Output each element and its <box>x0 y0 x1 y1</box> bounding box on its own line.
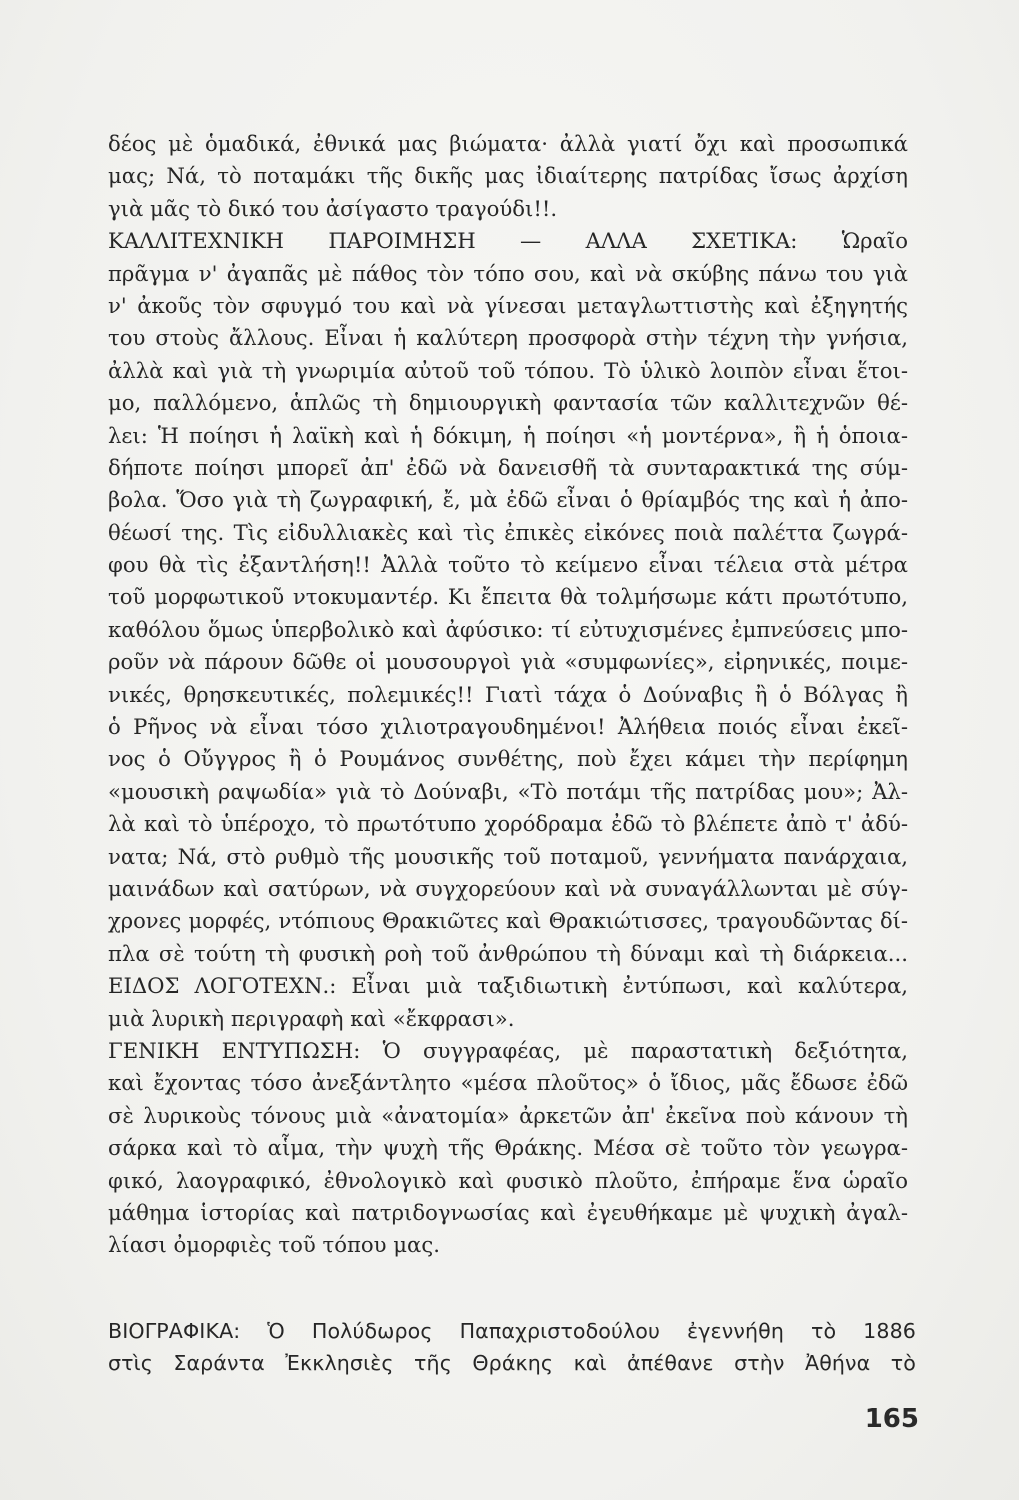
text-line: μάθημα ἱστορίας καὶ πατριδογνωσίας καὶ ἐγευθήκαμε μὲ ψυχικὴ ἀγαλ- <box>108 1199 908 1225</box>
text-line: ν' ἀκοῦς τὸν σφυγμό του καὶ νὰ γίνεσαι μεταγλωττιστὴς καὶ ἐξηγητής <box>108 292 908 318</box>
text-line: θέωσί της. Τὶς εἰδυλλιακὲς καὶ τὶς ἐπικὲς εἰκόνες ποιὰ παλέττα ζωγρά- <box>108 519 908 545</box>
text-line: «μουσικὴ ραψωδία» γιὰ τὸ Δούναβι, «Τὸ ποτάμι τῆς πατρίδας μου»; Ἀλ- <box>108 778 908 804</box>
text-line: νος ὁ Οὔγγρος ἢ ὁ Ρουμάνος συνθέτης, ποὺ ἔχει κάμει τὴν περίφημη <box>108 746 908 772</box>
text-line: χρονες μορφές, ντόπιους Θρακιῶτες καὶ Θρακιώτισσες, τραγουδῶντας δί- <box>108 908 908 934</box>
section-heading-artistic-adaptation: ΚΑΛΛΙΤΕΧΝΙΚΗ ΠΑΡΟΙΜΗΣΗ — ΑΛΛΑ ΣΧΕΤΙΚΑ: Ὡραῖο <box>108 228 908 254</box>
text-line: βολα. Ὅσο γιὰ τὴ ζωγραφική, ἔ, μὰ ἐδῶ εἶναι ὁ θρίαμβός της καὶ ἡ ἀπο- <box>108 487 908 513</box>
text-line: ροῦν νὰ πάρουν δῶθε οἱ μουσουργοὶ γιὰ «συμφωνίες», εἰρηνικές, ποιμε- <box>108 649 908 675</box>
section-heading-general-impression: ΓΕΝΙΚΗ ΕΝΤΥΠΩΣΗ: Ὁ συγγραφέας, μὲ παραστατικὴ δεξιότητα, <box>108 1037 908 1063</box>
biography-block <box>108 1315 916 1379</box>
section-heading-literary-genre: ΕΙΔΟΣ ΛΟΓΟΤΕΧΝ.: Εἶναι μιὰ ταξιδιωτικὴ ἐντύπωσι, καὶ καλύτερα, <box>108 973 908 999</box>
text-line: μαινάδων καὶ σατύρων, νὰ συγχορεύουν καὶ νὰ συναγάλλωνται μὲ σύγ- <box>108 875 908 901</box>
text-line: σάρκα καὶ τὸ αἷμα, τὴν ψυχὴ τῆς Θράκης. Μέσα σὲ τοῦτο τὸν γεωγρα- <box>108 1135 908 1161</box>
text-line: λὰ καὶ τὸ ὑπέροχο, τὸ πρωτότυπο χορόδραμα ἐδῶ τὸ βλέπετε ἀπὸ τ' ἀδύ- <box>108 811 908 837</box>
text-line: τοῦ μορφωτικοῦ ντοκυμαντέρ. Κι ἔπειτα θὰ τολμήσωμε κάτι πρωτότυπο, <box>108 584 908 610</box>
text-line: καὶ ἔχοντας τόσο ἀνεξάντλητο «μέσα πλοῦτος» ὁ ἴδιος, μᾶς ἔδωσε ἐδῶ <box>108 1070 908 1096</box>
biography-line: στὶς Σαράντα Ἐκκλησιὲς τῆς Θράκης καὶ ἀπέθανε στὴν Ἀθήνα τὸ <box>108 1351 916 1375</box>
text-line: μας; Νά, τὸ ποταμάκι τῆς δικῆς μας ἰδιαίτερης πατρίδας ἴσως ἀρχίση <box>108 163 908 189</box>
text-line: πλα σὲ τούτη τὴ φυσικὴ ροὴ τοῦ ἀνθρώπου τὴ δύναμι καὶ τὴ διάρκεια... <box>108 940 908 966</box>
main-text-block <box>108 128 908 1262</box>
text-line: γιὰ μᾶς τὸ δικό του ἀσίγαστο τραγούδι!!. <box>108 195 558 221</box>
text-line: λει: Ἡ ποίησι ἡ λαϊκὴ καὶ ἡ δόκιμη, ἡ ποίησι «ἡ μοντέρνα», ἢ ἡ ὁποια- <box>108 422 908 448</box>
text-line: μο, παλλόμενο, ἁπλῶς τὴ δημιουργικὴ φαντασία τῶν καλλιτεχνῶν θέ- <box>108 390 908 416</box>
text-line: πρᾶγμα ν' ἀγαπᾶς μὲ πάθος τὸν τόπο σου, καὶ νὰ σκύβης πάνω του γιὰ <box>108 260 908 286</box>
text-line: δήποτε ποίησι μπορεῖ ἀπ' ἐδῶ νὰ δανεισθῆ τὰ συνταρακτικά της σύμ- <box>108 454 908 480</box>
text-line: νατα; Νά, στὸ ρυθμὸ τῆς μουσικῆς τοῦ ποταμοῦ, γεννήματα πανάρχαια, <box>108 843 908 869</box>
biography-line: ΒΙΟΓΡΑΦΙΚΑ: Ὁ Πολύδωρος Παπαχριστοδούλου ἐγεννήθη τὸ 1886 <box>108 1319 916 1343</box>
text-line: καθόλου ὅμως ὑπερβολικὸ καὶ ἀφύσικο: τί εὐτυχισμένες ἐμπνεύσεις μπο- <box>108 616 908 642</box>
text-line: νικές, θρησκευτικές, πολεμικές!! Γιατὶ τάχα ὁ Δούναβις ἢ ὁ Βόλγας ἢ <box>108 681 908 707</box>
text-line: του στοὺς ἄλλους. Εἶναι ἡ καλύτερη προσφορὰ στὴν τέχνη τὴν γνήσια, <box>108 325 908 351</box>
text-line: ἀλλὰ καὶ γιὰ τὴ γνωριμία αὐτοῦ τοῦ τόπου. Τὸ ὑλικὸ λοιπὸν εἶναι ἕτοι- <box>108 357 908 383</box>
text-line: λίασι ὀμορφιὲς τοῦ τόπου μας. <box>108 1232 440 1258</box>
text-line: μιὰ λυρικὴ περιγραφὴ καὶ «ἔκφρασι». <box>108 1005 515 1031</box>
text-line: φικό, λαογραφικό, ἐθνολογικὸ καὶ φυσικὸ πλοῦτο, ἐπήραμε ἕνα ὡραῖο <box>108 1167 908 1193</box>
text-line: δέος μὲ ὁμαδικά, ἐθνικά μας βιώματα· ἀλλὰ γιατί ὄχι καὶ προσωπικά <box>108 131 908 156</box>
text-line: φου θὰ τὶς ἐξαντλήση!! Ἀλλὰ τοῦτο τὸ κείμενο εἶναι τέλεια στὰ μέτρα <box>108 552 908 578</box>
page-number: 165 <box>864 1404 919 1434</box>
text-line: ὁ Ρῆνος νὰ εἶναι τόσο χιλιοτραγουδημένοι! Ἀλήθεια ποιός εἶναι ἐκεῖ- <box>108 714 908 740</box>
text-line: σὲ λυρικοὺς τόνους μιὰ «ἀνατομία» ἀρκετῶν ἀπ' ἐκεῖνα ποὺ κάνουν τὴ <box>108 1102 908 1128</box>
